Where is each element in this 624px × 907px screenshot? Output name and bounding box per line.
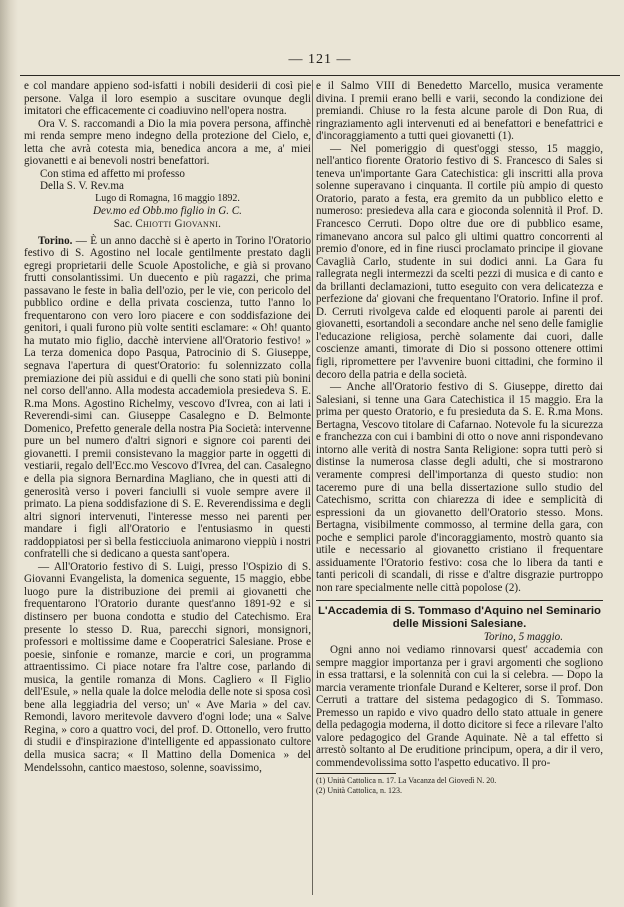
footnote: (1) Unità Cattolica n. 17. La Vacanza del Giovedì N. 20. [316, 776, 497, 786]
article-paragraph: — All'Oratorio festivo di S. Luigi, presso l'Ospizio di S. Giovanni Evangelista, la domenica seguente, 15 maggio, ebbe luogo pure la distribuzione dei premii ai giovanetti che frequentarono l'Oratorio durante quest'anno 1891-92 e si distinsero per buona condotta e studio del Catechismo. Era presente lo stesso D. Rua, parecchi signori, monsignori, professori e moltissime dame e Cooperatrici Salesiane. Prose e poesie, sinfonie e romanze, marcie e cori, un programma attraentissimo. Ci piace notare fra l'altre cose, parlando di musica, la gentile romanza di Mons. Cagliero « Il Figlio dell'Esule, » nella quale la dolce melodia delle note si sposa così bene alla leggiadria del verso; un' « Ave Maria » del cav. Remondi, lavoro meritevole davvero d'ogni lode; una « Salve Regina, » coro a quattro voci, del prof. D. Ottonello, vero frutto di studii e d'inspirazione d'intelligente ed appassionato cultore della musica sacra; « Il Mattino della Domenica » del Mendelssohn, cantico maestoso, solenne, soavissimo, [24, 560, 311, 774]
footnote: (2) Unità Cattolica, n. 123. [316, 785, 402, 795]
article-paragraph: — Nel pomeriggio di quest'oggi stesso, 15 maggio, nell'antico fiorente Oratorio festivo di S. Francesco di Sales si teneva un'importante Gara Catechistica: gli inscritti alla prova solenne superavano i cinquanta. Il cortile più ampio di questo Oratorio, parato a festa, era gremito da un pubblico eletto e numeroso: presiedeva alla cara e gioconda solennità il Prof. D. Francesco Cerruti. Dopo oltre due ore di pubblico esame, rimanevano ancora sul palco gli ultimi quattro concorrenti al premio d'onore, ed in fine riusci proclamato principe il giovane Cavaglià Carlo, studente in sui dodici anni. La Gara fu rallegrata negli intermezzi da scelti pezzi di musica e di canto e da brillanti declamazioni, tutto eseguito con vera delicatezza e perfezione da' giovani che frequentano l'Oratorio. Infine il prof. D. Cerruti rivolgeva calde ed eloquenti parole ai parenti dei giovanetti, esortandoli a secondare anche nel seno delle famiglie l'educazione religiosa, perchè solamente dai cuori, dalle coscienze amanti, timorate di Dio si possono ottenere ottimi figli, ripromettere per l'avvenire buoni cittadini, che formino il decoro della patria e della società. [316, 142, 603, 381]
section-dateline: Torino, 5 maggio. [483, 631, 563, 644]
section-title: L'Accademia di S. Tommaso d'Aquino nel Seminario delle Missioni Salesiane. [317, 605, 602, 631]
section-rule [316, 600, 603, 601]
right-column [316, 80, 603, 904]
letter-signature-formula: Dev.mo ed Obb.mo figlio in G. C. [93, 205, 242, 218]
letter-signature [24, 218, 311, 231]
signature-prefix: Sac. [113, 218, 133, 231]
dateline-torino: Torino. [38, 234, 73, 247]
letter-place-date: Lugo di Romagna, 16 maggio 1892. [95, 192, 240, 204]
header-rule [20, 75, 620, 76]
letter-paragraph: Ora V. S. raccomandi a Dio la mia povera persona, affinchè mi renda sempre meno indegno della protezione del Cielo, e, letta che avrà cotesta mia, benedica ancora a me, a' miei giovanetti e ai benevoli nostri benefattori. [24, 117, 311, 168]
page-number: — 121 — [288, 52, 352, 67]
footnote-rule [316, 773, 396, 774]
signature-name: Chiotti Giovanni. [135, 218, 222, 231]
article-paragraph: Ogni anno noi vediamo rinnovarsi quest' accademia con sempre maggior importanza per i gravi argomenti che sogliono in essa trattarsi, e la solennità con cui la si celebra. — Dopo la marcia veramente trionfale Durand e Kelterer, sorse il prof. Don Cerruti a trattare del sistema pedagogico di S. Tommaso. Premesso un rapido e vivo quadro dello stato attuale in genere della pedagogia moderna, il dotto dicitore si fece a rilevare l'alto valore pedagogico del Grande Aquinate. Nè a tal effetto si arrestò soltanto al De eruditione principum, opera, a dir il vero, commendevolissima sotto l'aspetto educativo. Il pro- [316, 643, 603, 769]
article-paragraph [24, 235, 311, 561]
column-divider [312, 80, 313, 895]
article-paragraph: e il Salmo VIII di Benedetto Marcello, musica veramente divina. I premii erano belli e varii, secondo la condizione dei premiandi. Chiuse ro la festa alcune parole di Don Rua, di ringraziamento agli intervenuti ed ai benefattori e benefattrici e d'incoraggiamento a tutti quei giovanetti (1). [316, 80, 603, 143]
article-text: — È un anno dacchè si è aperto in Torino l'Oratorio festivo di S. Agostino nel locale gentilmente prestato dagli egregi proprietarii delle Scuole Apostoliche, e già si provano frutti consolantissimi. Un duecento e più ragazzi, che prima passavano le feste in balìa dell'ozio, per le vie, con pericolo del pubblico ordine e della privata coscienza, tutto l'anno lo frequentarono con vero loro piacere e con soddisfazione dei genitori, i quali furono più volte sentiti esclamare: « Oh! quanto ha mutato mio figlio, dacchè interviene all'Oratorio festivo! » La terza domenica dopo Pasqua, Patrocinio di S. Giuseppe, segnava l'apertura di quest'Oratorio: fu solennizzato colla premiazione dei più assidui e di quelli che sono stati più bonini nel corso dell'anno. Alla modesta accademiola presiedeva S. E. R.ma Mons. Agostino Richelmy, vescovo d'Ivrea, con ai lati i Reverendi-simi can. Giuseppe Casalegno e D. Belmonte Domenico, Prefetto generale della nostra Pia Società: intervenne pure un bel numero d'altri signori e signore coi parenti dei giovanetti. I premii consistevano la maggior parte in oggetti di vestiarii, regalo dell'Ecc.mo Vescovo d'Ivrea, del can. Casalegno e della pia signora Bernardina Magliano, che in questi atti di generosità verso i poveri fanciulli si vuole sempre avere il primato. La piena soddisfazione di S. E. Reverendissima e degli altri signori intervenuti, l'interesse messo nei parenti per mandare i figli all'Oratorio e l'entusiasmo in questi raddoppiatosi per sì bella festicciuola animarono vieppiù i nostri confratelli che si dedicano a questa sant'opera. [24, 234, 311, 561]
letter-closing-salutation: Della S. V. Rev.ma [40, 180, 124, 193]
page-binding-shadow [0, 0, 18, 907]
letter-closing: Con stima ed affetto mi professo [40, 167, 185, 180]
letter-paragraph: e col mandare appieno sod-isfatti i nobili desiderii di così pie persone. Valga il loro esempio a suscitare ovunque degli imitatori che efficacemente ci coadiuvino nell'opera nostra. [24, 80, 311, 118]
article-paragraph: — Anche all'Oratorio festivo di S. Giuseppe, diretto dai Salesiani, si tenne una Gara Catechistica il 15 maggio. Era la prima per questo Oratorio, e fu presieduta da S. E. R.ma Mons. Bertagna, Vescovo titolare di Cafarnao. Notevole fu la sicurezza e franchezza con cui i bambini di otto o nove anni rispondevano intorno alle verità di nostra Santa Religione: sopra tutti però si distinse la numerosa classe degli adulti, che si mostrarono veramente compresi dell'importanza di questo studio: non taceremo pure di una bella dissertazione sullo studio del Catechismo, scritta con chiarezza di idee e semplicità di espressioni da un giovanetto dell'Oratorio stesso. Mons. Bertagna, visibilmente commosso, al termine della gara, con poche e semplici parole d'incoraggiamento, mostrò quanto sia utile e necessario al giovanetto cristiano il frequentare assiduamente l'Oratorio festivo: cosa che lo libera da tanti e tanti pericoli di scandali, di risse e d'altre disgrazie purtroppo non rare specialmente nelle città popolose (2). [316, 381, 603, 594]
left-column [24, 80, 311, 904]
